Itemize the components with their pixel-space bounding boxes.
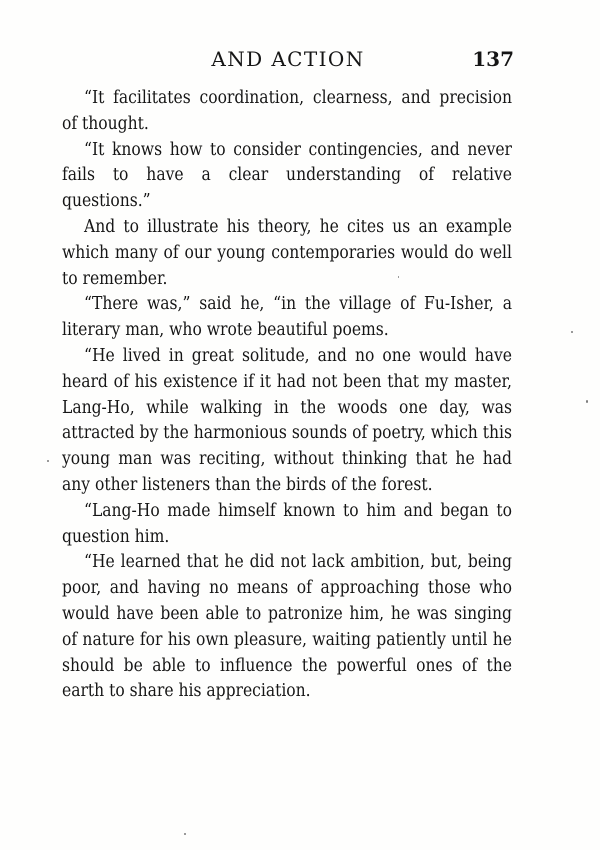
scan-speck [47, 460, 49, 462]
running-header [62, 44, 514, 74]
paragraph: “It knows how to consider contingencies, and never fails to have a clear understanding of relative questions.” [62, 139, 512, 212]
paragraph: “He learned that he did not lack ambition, but, being poor, and having no means of approaching those who would have been able to patronize him, he was singing of nature for his own pleasure, waiting patiently until he should be able to influence the powerful ones of the earth to share his appreciation. [62, 552, 512, 702]
scan-speck [398, 276, 399, 278]
page-number: 137 [472, 47, 514, 71]
paragraph: And to illustrate his theory, he cites us an example which many of our young contemporaries would do well to remember. [62, 216, 512, 289]
scan-speck [571, 331, 573, 333]
scan-speck [586, 400, 588, 403]
body-text [62, 86, 512, 705]
paragraph: “Lang-Ho made himself known to him and began to question him. [62, 500, 512, 547]
paragraph: “It facilitates coordination, clearness, and precision of thought. [62, 88, 512, 134]
paragraph: “He lived in great solitude, and no one would have heard of his existence if it had not been that my master, Lang-Ho, while walking in the woods one day, was attracted by the harmonious sounds of poetry, which this young man was reciting, without thinking that he had any other listeners than the birds of the forest. [62, 345, 512, 495]
running-title: AND ACTION [211, 47, 365, 71]
scan-speck [184, 833, 186, 835]
paragraph: “There was,” said he, “in the village of Fu-Isher, a literary man, who wrote beautiful poems. [62, 294, 512, 341]
